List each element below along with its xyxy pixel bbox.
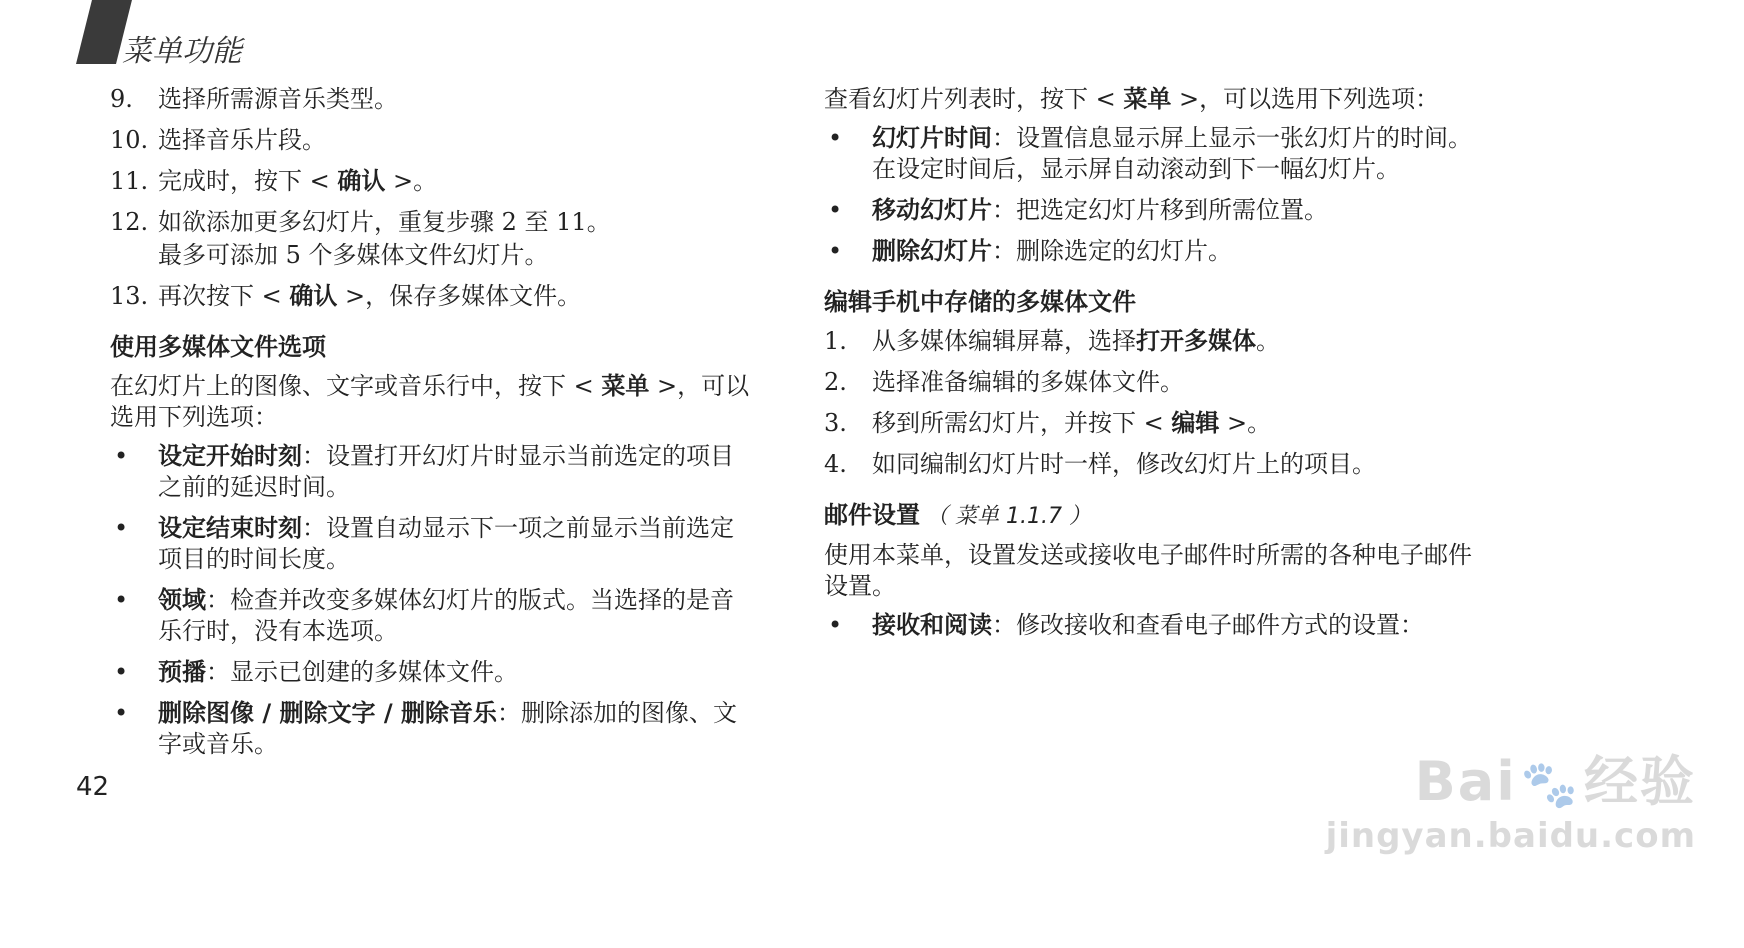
option-term: 接收和阅读 <box>872 611 992 639</box>
step-text: 移到所需幻灯片，并按下 < 编辑 >。 <box>872 409 1272 437</box>
option-term: 删除图像 / 删除文字 / 删除音乐 <box>158 699 497 727</box>
step-text: 选择准备编辑的多媒体文件。 <box>872 368 1184 396</box>
step-number: 11. <box>110 167 149 195</box>
option-item <box>110 657 750 688</box>
step-item <box>110 84 750 115</box>
bullet-dot: • <box>114 586 129 614</box>
step-item <box>824 367 1474 398</box>
bullet-dot: • <box>114 514 129 542</box>
step-text: 再次按下 < 确认 >，保存多媒体文件。 <box>158 282 582 310</box>
step-number: 9. <box>110 85 133 113</box>
section-heading: 编辑手机中存储的多媒体文件 <box>824 288 1136 316</box>
step-number: 2. <box>824 368 847 396</box>
step-item <box>110 166 750 197</box>
option-item <box>824 195 1474 226</box>
option-item <box>110 698 750 760</box>
option-desc: ：设置自动显示下一项之前显示当前选定项目的时间长度。 <box>158 514 734 573</box>
option-desc: ：删除选定的幻灯片。 <box>992 237 1232 265</box>
option-term: 设定开始时刻 <box>158 442 302 470</box>
paw-icon: 🐾 <box>1520 757 1580 811</box>
section-intro: 在幻灯片上的图像、文字或音乐行中，按下 < 菜单 >，可以选用下列选项： <box>110 372 750 431</box>
option-item <box>824 236 1474 267</box>
option-term: 移动幻灯片 <box>872 196 992 224</box>
step-text: 如同编制幻灯片时一样，修改幻灯片上的项目。 <box>872 450 1376 478</box>
step-text: 从多媒体编辑屏幕，选择打开多媒体。 <box>872 327 1280 355</box>
bullet-dot: • <box>114 658 129 686</box>
page-number: 42 <box>76 772 110 802</box>
bullet-dot: • <box>828 237 843 265</box>
bullet-dot: • <box>828 196 843 224</box>
option-term: 幻灯片时间 <box>872 124 992 152</box>
option-item <box>110 513 750 575</box>
bullet-dot: • <box>828 124 843 152</box>
step-item <box>110 125 750 156</box>
step-number: 12. <box>110 208 149 236</box>
slide-list-intro: 查看幻灯片列表时，按下 < 菜单 >，可以选用下列选项： <box>824 85 1440 113</box>
step-note: 最多可添加 5 个多媒体文件幻灯片。 <box>158 241 549 269</box>
option-desc: ：检查并改变多媒体幻灯片的版式。当选择的是音乐行时，没有本选项。 <box>158 586 734 645</box>
step-number: 13. <box>110 282 149 310</box>
option-item <box>110 441 750 503</box>
option-term: 领域 <box>158 586 206 614</box>
option-desc: ：把选定幻灯片移到所需位置。 <box>992 196 1328 224</box>
option-desc: ：显示已创建的多媒体文件。 <box>206 658 518 686</box>
step-text: 选择音乐片段。 <box>158 126 326 154</box>
step-number: 10. <box>110 126 149 154</box>
option-item <box>824 123 1474 185</box>
section-heading: 使用多媒体文件选项 <box>110 333 326 361</box>
step-number: 4. <box>824 450 847 478</box>
step-text: 完成时，按下 < 确认 >。 <box>158 167 438 195</box>
option-desc: ：设置信息显示屏上显示一张幻灯片的时间。在设定时间后，显示屏自动滚动到下一幅幻灯片。 <box>872 124 1472 183</box>
mail-settings-intro: 使用本菜单，设置发送或接收电子邮件时所需的各种电子邮件设置。 <box>824 541 1472 600</box>
left-column <box>110 84 750 770</box>
option-desc: ：设置打开幻灯片时显示当前选定的项目之前的延迟时间。 <box>158 442 734 501</box>
option-item <box>110 585 750 647</box>
step-item <box>110 281 750 312</box>
option-term: 设定结束时刻 <box>158 514 302 542</box>
step-text: 选择所需源音乐类型。 <box>158 85 398 113</box>
right-column <box>824 84 1474 651</box>
step-item <box>824 326 1474 357</box>
step-item <box>824 408 1474 439</box>
step-text: 如欲添加更多幻灯片，重复步骤 2 至 11。 <box>158 208 611 236</box>
option-term: 删除幻灯片 <box>872 237 992 265</box>
bullet-dot: • <box>828 611 843 639</box>
menu-reference: （ 菜单 1.1.7 ） <box>926 504 1091 529</box>
page-header-title: 菜单功能 <box>122 34 242 69</box>
mail-settings-heading: 邮件设置 （ 菜单 1.1.7 ） <box>824 501 1091 529</box>
option-desc: ：修改接收和查看电子邮件方式的设置： <box>992 611 1424 639</box>
option-term: 预播 <box>158 658 206 686</box>
step-item <box>110 207 750 271</box>
bullet-dot: • <box>114 699 129 727</box>
watermark-brand: Bai🐾经验 <box>1414 750 1696 813</box>
watermark <box>1326 739 1696 856</box>
step-item <box>824 449 1474 480</box>
option-item <box>824 610 1474 641</box>
bullet-dot: • <box>114 442 129 470</box>
step-number: 1. <box>824 327 847 355</box>
step-number: 3. <box>824 409 847 437</box>
option-desc: ：删除添加的图像、文字或音乐。 <box>158 699 737 758</box>
watermark-url: jingyan.baidu.com <box>1325 816 1696 856</box>
